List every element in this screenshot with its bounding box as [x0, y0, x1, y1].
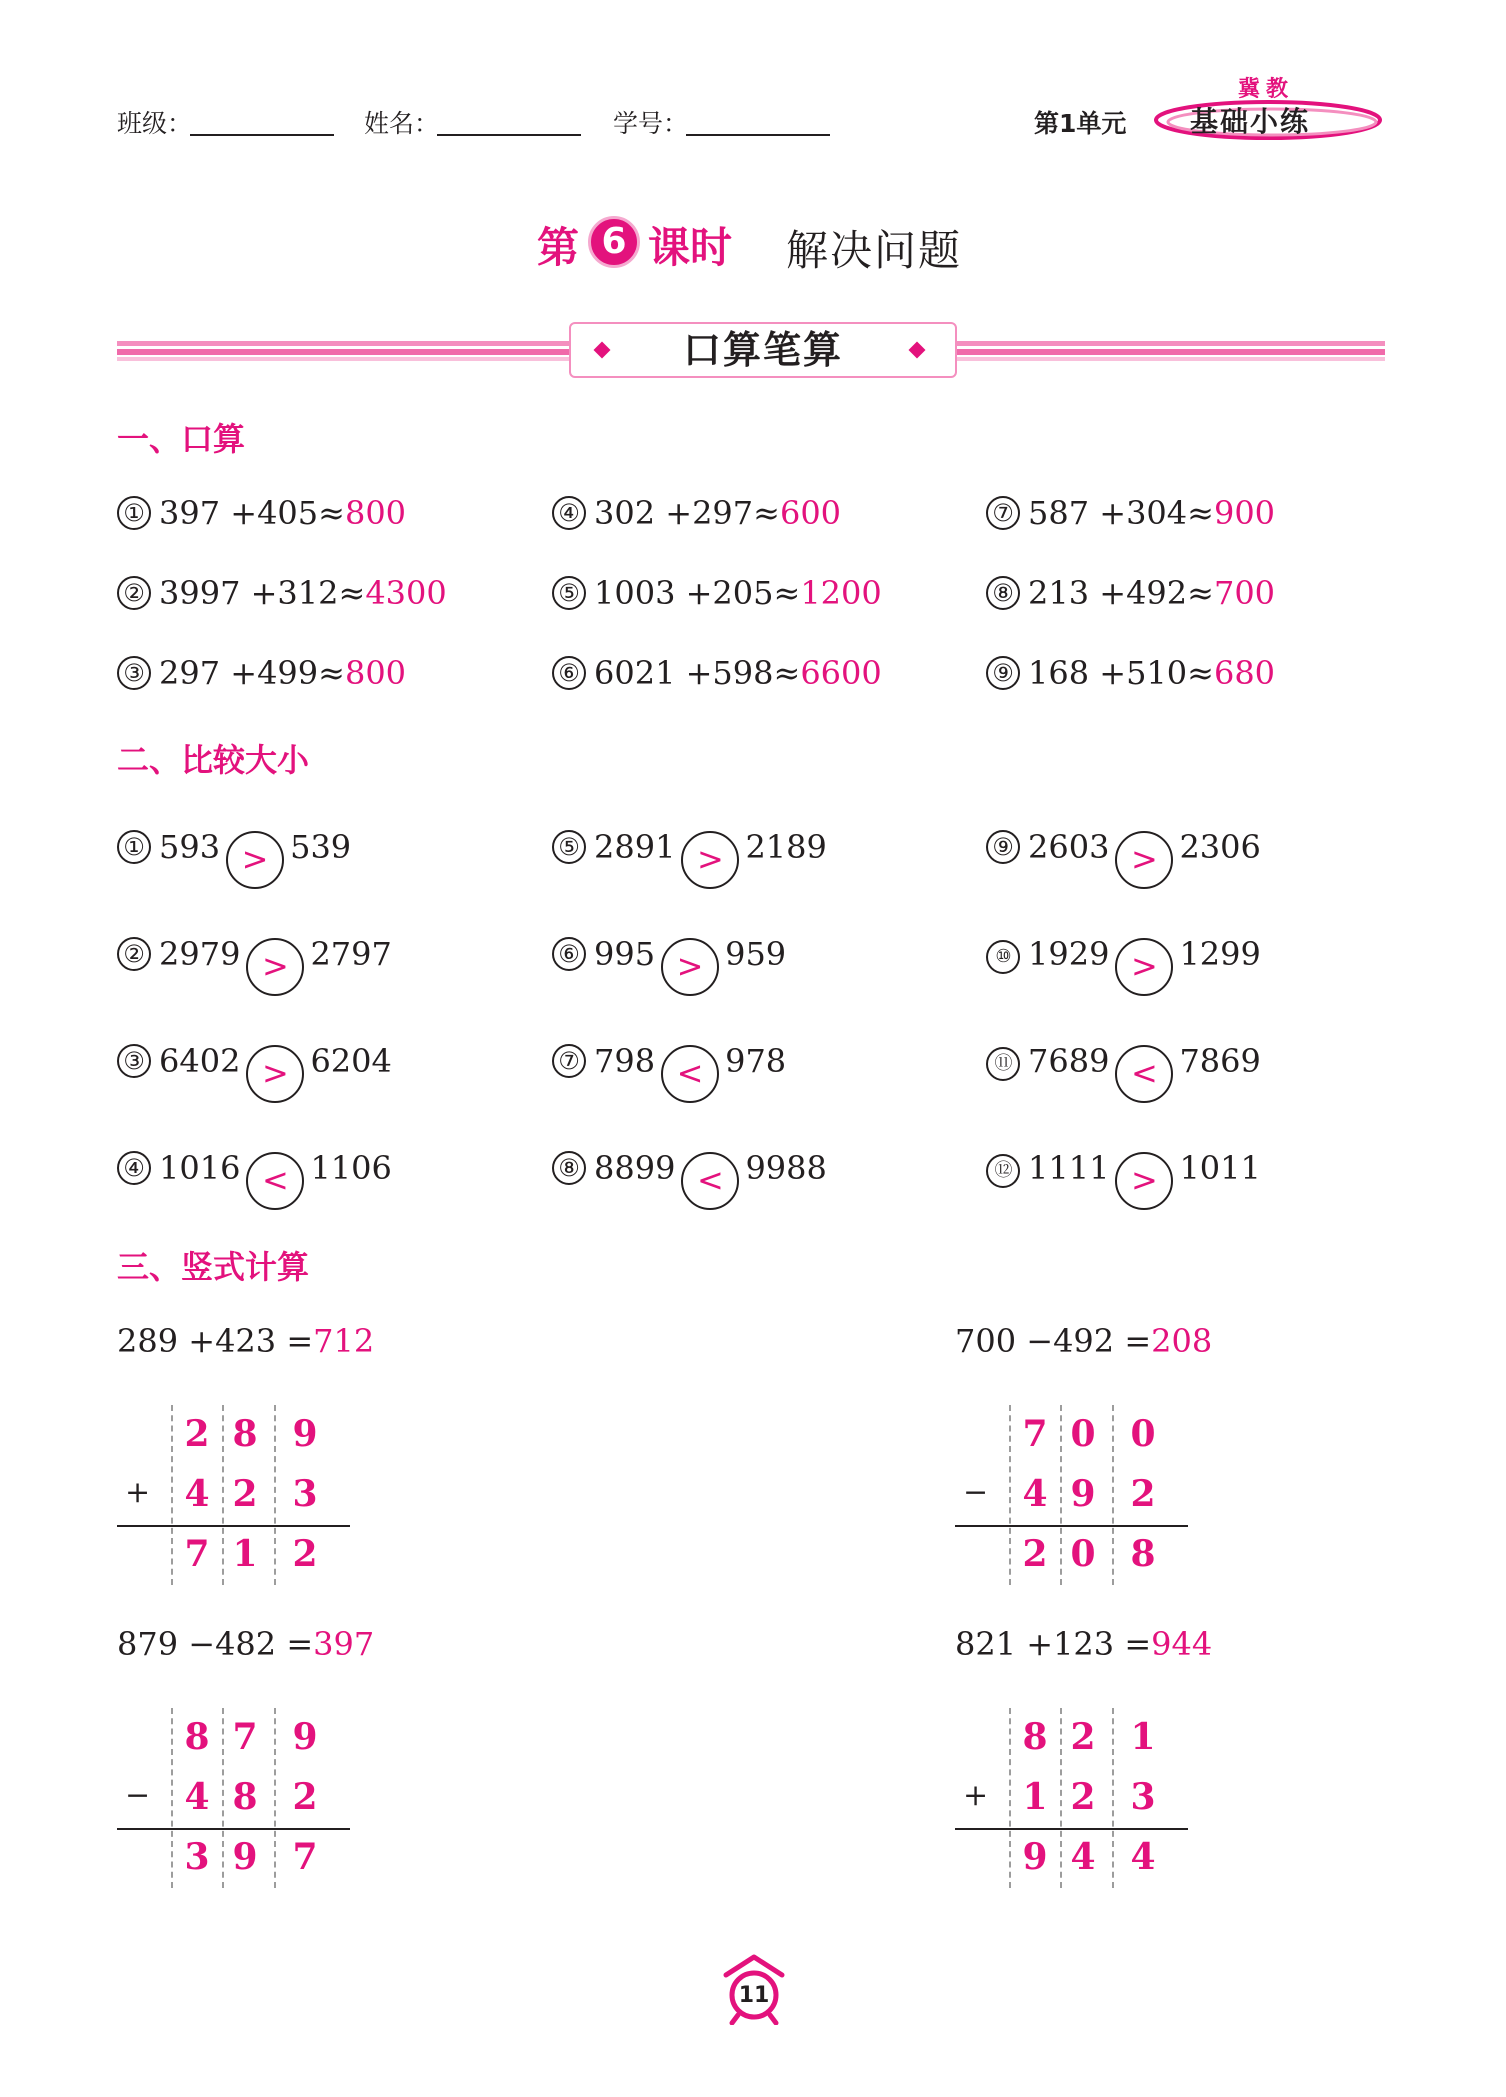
vertical-calc-equation: [117, 1322, 374, 1360]
vertical-calc-grid: [117, 1405, 350, 1585]
edition-label: 冀教: [1238, 77, 1295, 102]
item-answer: 1200: [800, 574, 882, 612]
digit-bottom: 3: [292, 1473, 318, 1515]
item-number: ①: [117, 830, 151, 864]
item-expression: 3997 +312: [159, 574, 339, 612]
digit-result: 7: [292, 1836, 318, 1878]
compare-item: [986, 828, 1261, 889]
digit-top: 8: [1022, 1716, 1048, 1758]
name-label: 姓名：: [364, 109, 440, 138]
compare-item: [986, 1042, 1261, 1103]
item-number: ⑥: [552, 656, 586, 690]
digit-result: 8: [1130, 1533, 1156, 1575]
grid-divider: [274, 1405, 276, 1585]
compare-right: 1299: [1179, 935, 1261, 973]
compare-answer-circle[interactable]: >: [1115, 831, 1173, 889]
unit-label: 第1单元: [1034, 109, 1127, 138]
item-number: ②: [117, 937, 151, 971]
compare-left: 1929: [1028, 935, 1110, 973]
grid-divider: [274, 1708, 276, 1888]
item-number: ④: [117, 1151, 151, 1185]
digit-top: 2: [184, 1413, 210, 1455]
compare-right: 1106: [310, 1149, 392, 1187]
digit-bottom: 2: [1070, 1776, 1096, 1818]
item-number: ⑧: [552, 1151, 586, 1185]
section-heading-mental-math: 一、口算: [117, 420, 246, 458]
compare-answer-circle[interactable]: >: [226, 831, 284, 889]
class-field[interactable]: [190, 134, 334, 136]
lesson-number: 6: [601, 221, 627, 262]
item-answer: 680: [1213, 654, 1276, 692]
approx-sign: ≈: [773, 574, 801, 612]
item-expression: 6021 +598: [594, 654, 774, 692]
item-number: ⑫: [986, 1154, 1020, 1188]
digit-result: 0: [1070, 1533, 1096, 1575]
compare-answer-circle[interactable]: >: [246, 1045, 304, 1103]
equation-expression: 879 −482 =: [117, 1625, 314, 1663]
compare-left: 7689: [1028, 1042, 1110, 1080]
lesson-suffix: 课时: [648, 223, 733, 272]
sum-line: [955, 1828, 1188, 1830]
digit-bottom: 4: [1022, 1473, 1048, 1515]
compare-item: [986, 1149, 1261, 1210]
lesson-prefix: 第: [537, 223, 580, 272]
item-number: ③: [117, 1044, 151, 1078]
grid-divider: [1060, 1708, 1062, 1888]
compare-left: 1016: [159, 1149, 241, 1187]
digit-top: 9: [292, 1413, 318, 1455]
banner-band-left: [117, 341, 569, 361]
approx-sign: ≈: [753, 494, 780, 532]
compare-left: 593: [159, 828, 221, 866]
item-expression: 213 +492: [1028, 574, 1188, 612]
mental-math-item: [552, 654, 882, 692]
digit-bottom: 3: [1130, 1776, 1156, 1818]
digit-bottom: 8: [232, 1776, 258, 1818]
compare-answer-circle[interactable]: >: [246, 938, 304, 996]
class-label: 班级：: [117, 109, 193, 138]
digit-top: 9: [292, 1716, 318, 1758]
compare-left: 6402: [159, 1042, 241, 1080]
compare-right: 959: [725, 935, 787, 973]
digit-bottom: 2: [232, 1473, 258, 1515]
item-expression: 302 +297: [594, 494, 754, 532]
id-field[interactable]: [686, 134, 830, 136]
vertical-calc-grid: [955, 1405, 1188, 1585]
digit-top: 0: [1130, 1413, 1156, 1455]
mental-math-item: [986, 574, 1275, 612]
banner: [569, 322, 957, 378]
mental-math-item: [117, 654, 406, 692]
digit-result: 4: [1130, 1836, 1156, 1878]
digit-bottom: 9: [1070, 1473, 1096, 1515]
series-logo: [1148, 96, 1388, 142]
compare-left: 798: [594, 1042, 656, 1080]
grid-divider: [222, 1708, 224, 1888]
compare-item: [552, 1042, 786, 1103]
equation-answer: 397: [313, 1625, 375, 1663]
compare-right: 978: [725, 1042, 787, 1080]
compare-left: 2603: [1028, 828, 1110, 866]
digit-bottom: 4: [184, 1776, 210, 1818]
page-number-badge: [718, 1953, 790, 2025]
vertical-calc-equation: [117, 1625, 374, 1663]
item-number: ⑤: [552, 576, 586, 610]
item-expression: 297 +499: [159, 654, 319, 692]
grid-divider: [1009, 1405, 1011, 1585]
digit-result: 2: [1022, 1533, 1048, 1575]
item-expression: 168 +510: [1028, 654, 1188, 692]
mental-math-item: [552, 574, 882, 612]
mental-math-item: [552, 494, 841, 532]
lesson-topic: 解决问题: [786, 226, 963, 275]
banner-band-right: [957, 341, 1385, 361]
mental-math-item: [986, 654, 1275, 692]
item-expression: 587 +304: [1028, 494, 1188, 532]
digit-bottom: 2: [292, 1776, 318, 1818]
item-number: ③: [117, 656, 151, 690]
compare-answer-circle[interactable]: >: [681, 831, 739, 889]
compare-right: 2306: [1179, 828, 1261, 866]
equation-expression: 289 +423 =: [117, 1322, 314, 1360]
compare-left: 2979: [159, 935, 241, 973]
digit-result: 9: [1022, 1836, 1048, 1878]
item-number: ④: [552, 496, 586, 530]
grid-divider: [1112, 1405, 1114, 1585]
digit-top: 1: [1130, 1716, 1156, 1758]
item-answer: 800: [344, 654, 407, 692]
item-number: ⑧: [986, 576, 1020, 610]
compare-item: [117, 1149, 392, 1210]
mental-math-item: [117, 574, 447, 612]
compare-answer-circle[interactable]: >: [661, 938, 719, 996]
name-field[interactable]: [437, 134, 581, 136]
compare-right: 1011: [1179, 1149, 1261, 1187]
operator-sign: +: [963, 1778, 989, 1813]
mental-math-item: [986, 494, 1275, 532]
digit-result: 4: [1070, 1836, 1096, 1878]
compare-answer-circle[interactable]: >: [1115, 938, 1173, 996]
grid-divider: [171, 1708, 173, 1888]
compare-left: 8899: [594, 1149, 676, 1187]
compare-answer-circle[interactable]: <: [246, 1152, 304, 1210]
item-number: ⑦: [552, 1044, 586, 1078]
lesson-number-badge: [588, 216, 640, 268]
compare-right: 6204: [310, 1042, 392, 1080]
compare-right: 9988: [745, 1149, 827, 1187]
digit-top: 0: [1070, 1413, 1096, 1455]
compare-left: 2891: [594, 828, 676, 866]
vertical-calc-grid: [955, 1708, 1188, 1888]
item-answer: 600: [779, 494, 842, 532]
digit-result: 2: [292, 1533, 318, 1575]
page-number: 11: [738, 1983, 770, 2008]
equation-answer: 944: [1151, 1625, 1213, 1663]
digit-result: 3: [184, 1836, 210, 1878]
item-number: ⑥: [552, 937, 586, 971]
equation-answer: 712: [313, 1322, 375, 1360]
digit-top: 7: [232, 1716, 258, 1758]
approx-sign: ≈: [1187, 654, 1214, 692]
compare-right: 2797: [310, 935, 392, 973]
item-answer: 800: [344, 494, 407, 532]
item-number: ⑦: [986, 496, 1020, 530]
digit-top: 7: [1022, 1413, 1048, 1455]
grid-divider: [1060, 1405, 1062, 1585]
approx-sign: ≈: [1187, 574, 1214, 612]
operator-sign: −: [125, 1778, 151, 1813]
id-label: 学号：: [613, 109, 689, 138]
compare-item: [986, 935, 1261, 996]
approx-sign: ≈: [318, 494, 345, 532]
series-title: 基础小练: [1190, 105, 1311, 138]
sum-line: [117, 1525, 350, 1527]
compare-right: 7869: [1179, 1042, 1261, 1080]
compare-item: [552, 1149, 827, 1210]
item-answer: 6600: [800, 654, 882, 692]
sum-line: [955, 1525, 1188, 1527]
item-answer: 700: [1213, 574, 1276, 612]
approx-sign: ≈: [338, 574, 366, 612]
compare-item: [552, 828, 827, 889]
compare-answer-circle[interactable]: <: [681, 1152, 739, 1210]
vertical-calc-equation: [955, 1322, 1212, 1360]
compare-item: [117, 935, 392, 996]
digit-top: 8: [184, 1716, 210, 1758]
grid-divider: [1112, 1708, 1114, 1888]
digit-result: 7: [184, 1533, 210, 1575]
compare-answer-circle[interactable]: >: [1115, 1152, 1173, 1210]
digit-bottom: 4: [184, 1473, 210, 1515]
compare-right: 539: [290, 828, 352, 866]
digit-result: 1: [232, 1533, 258, 1575]
digit-result: 9: [232, 1836, 258, 1878]
section-heading-compare: 二、比较大小: [117, 741, 310, 779]
approx-sign: ≈: [318, 654, 345, 692]
grid-divider: [222, 1405, 224, 1585]
item-number: ⑩: [986, 940, 1020, 974]
operator-sign: −: [963, 1475, 989, 1510]
grid-divider: [1009, 1708, 1011, 1888]
approx-sign: ≈: [773, 654, 801, 692]
compare-right: 2189: [745, 828, 827, 866]
equation-expression: 700 −492 =: [955, 1322, 1152, 1360]
compare-left: 1111: [1028, 1149, 1110, 1187]
grid-divider: [171, 1405, 173, 1585]
equation-expression: 821 +123 =: [955, 1625, 1152, 1663]
banner-title: 口算笔算: [682, 328, 843, 372]
equation-answer: 208: [1151, 1322, 1213, 1360]
approx-sign: ≈: [1187, 494, 1214, 532]
item-number: ⑨: [986, 656, 1020, 690]
operator-sign: +: [125, 1475, 151, 1510]
item-expression: 1003 +205: [594, 574, 774, 612]
compare-left: 995: [594, 935, 656, 973]
vertical-calc-grid: [117, 1708, 350, 1888]
item-number: ②: [117, 576, 151, 610]
section-heading-vertical-calc: 三、竖式计算: [117, 1248, 310, 1286]
item-answer: 900: [1213, 494, 1276, 532]
mental-math-item: [117, 494, 406, 532]
sum-line: [117, 1828, 350, 1830]
compare-answer-circle[interactable]: <: [661, 1045, 719, 1103]
item-expression: 397 +405: [159, 494, 319, 532]
item-number: ⑪: [986, 1047, 1020, 1081]
item-number: ①: [117, 496, 151, 530]
item-number: ⑨: [986, 830, 1020, 864]
vertical-calc-equation: [955, 1625, 1212, 1663]
digit-bottom: 2: [1130, 1473, 1156, 1515]
compare-item: [552, 935, 786, 996]
digit-top: 8: [232, 1413, 258, 1455]
compare-answer-circle[interactable]: <: [1115, 1045, 1173, 1103]
item-answer: 4300: [365, 574, 447, 612]
digit-bottom: 1: [1022, 1776, 1048, 1818]
compare-item: [117, 828, 351, 889]
compare-item: [117, 1042, 392, 1103]
item-number: ⑤: [552, 830, 586, 864]
digit-top: 2: [1070, 1716, 1096, 1758]
